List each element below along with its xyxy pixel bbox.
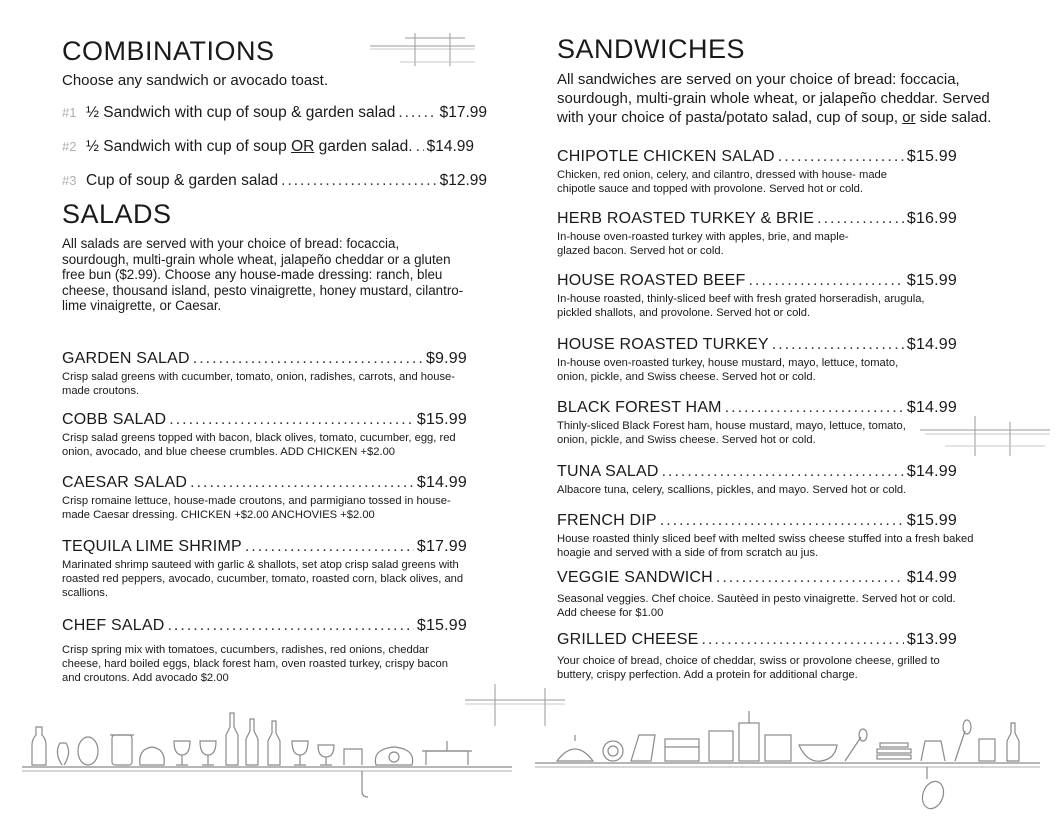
leader-dots (778, 148, 904, 166)
item-price: $14.99 (416, 474, 467, 491)
item-name: CHEF SALAD (62, 617, 165, 634)
item-name: TUNA SALAD (557, 463, 659, 480)
sandwiches-heading: SANDWICHES (557, 34, 746, 64)
item-name: VEGGIE SANDWICH (557, 569, 713, 586)
item-name: HOUSE ROASTED TURKEY (557, 336, 769, 353)
menu-item-tuna-salad (557, 463, 957, 497)
combo-number: #1 (62, 105, 77, 120)
leader-dots (281, 172, 436, 190)
shelf-sketch-icon (365, 28, 480, 68)
item-description: Crisp salad greens with cucumber, tomato, onion, radishes, carrots, and house-made croutons. (62, 371, 456, 397)
menu-item-black-forest-ham (557, 399, 957, 447)
item-price: $14.99 (906, 399, 957, 416)
item-price: $9.99 (425, 350, 467, 367)
item-price: $17.99 (416, 538, 467, 555)
menu-item-house-roasted-beef (557, 272, 957, 320)
menu-item-garden-salad (62, 350, 467, 398)
combo-number: #2 (62, 139, 77, 154)
salads-heading: SALADS (62, 199, 172, 229)
shelf-sketch-icon (915, 412, 1055, 462)
leader-dots (190, 474, 414, 492)
menu-item-grilled-cheese (557, 631, 957, 682)
item-price: $15.99 (906, 512, 957, 529)
combo-description: ½ Sandwich with cup of soup OR garden salad. (86, 138, 413, 155)
leader-dots (702, 631, 904, 649)
item-price: $15.99 (906, 148, 957, 165)
menu-item-cobb-salad (62, 411, 467, 459)
item-price: $15.99 (416, 411, 467, 428)
combinations-list (62, 104, 487, 206)
leader-dots (660, 512, 904, 530)
leader-dots (817, 210, 904, 228)
item-description: In-house oven-roasted turkey, house mustard, mayo, lettuce, tomato, onion, pickle, and Swiss cheese. Served hot or cold. (557, 357, 899, 383)
item-name: COBB SALAD (62, 411, 167, 428)
menu-item-house-roasted-turkey (557, 336, 957, 384)
menu-item-chef-salad (62, 617, 467, 685)
combinations-heading: COMBINATIONS (62, 36, 275, 66)
menu-item-tequila-lime-shrimp (62, 538, 467, 600)
item-price: $14.99 (906, 336, 957, 353)
kitchen-shelf-left-icon (22, 705, 512, 810)
item-name: FRENCH DIP (557, 512, 657, 529)
leader-dots (725, 399, 904, 417)
item-description: Your choice of bread, choice of cheddar, swiss or provolone cheese, grilled to buttery, crispy perfection. Add a protein for additional charge. (557, 655, 940, 681)
item-description: Crisp salad greens topped with bacon, black olives, tomato, cucumber, egg, red onion, avocado, and blue cheese crumbles. ADD CHICKEN +$2.00 (62, 432, 456, 458)
item-description: In-house roasted, thinly-sliced beef with fresh grated horseradish, arugula, pickled shallots, and provolone. Served hot or cold. (557, 293, 925, 319)
leader-dots (245, 538, 414, 556)
combo-description: Cup of soup & garden salad (86, 172, 279, 189)
item-description: Seasonal veggies. Chef choice. Sautèed in pesto vinaigrette. Served hot or cold. Add cheese for $1.00 (557, 593, 956, 619)
leader-dots (167, 617, 413, 635)
item-description: House roasted thinly sliced beef with melted swiss cheese stuffed into a fresh baked hoagie and served with a side of from scratch au jus. (557, 533, 974, 559)
item-description: Crisp romaine lettuce, house-made croutons, and parmigiano tossed in house-made Caesar dressing. CHICKEN +$2.00 ANCHOVIES +$2.00 (62, 495, 451, 521)
item-description: In-house oven-roasted turkey with apples, brie, and maple-glazed bacon. Served hot or cold. (557, 231, 849, 257)
combo-item (62, 138, 487, 172)
item-name: HOUSE ROASTED BEEF (557, 272, 746, 289)
salads-intro: All salads are served with your choice of bread: focaccia, sourdough, multi-grain whole wheat, jalapeño cheddar or a gluten free bun ($2.99). Choose any house-made dressing: ranch, bleu cheese, thousand island, pesto vinaigrette, honey mustard, cilantro-lime vinaigrette, or Caesar. (62, 236, 464, 313)
combo-price: $12.99 (439, 172, 487, 189)
item-price: $14.99 (906, 569, 957, 586)
menu-item-veggie-sandwich (557, 569, 957, 620)
item-name: GARDEN SALAD (62, 350, 190, 367)
leader-dots (398, 104, 436, 122)
leader-dots (716, 569, 904, 587)
menu-item-herb-roasted-turkey-brie (557, 210, 957, 258)
item-name: GRILLED CHEESE (557, 631, 699, 648)
menu-item-caesar-salad (62, 474, 467, 522)
leader-dots (772, 336, 904, 354)
item-price: $13.99 (906, 631, 957, 648)
item-price: $15.99 (416, 617, 467, 634)
sandwiches-intro: All sandwiches are served on your choice of bread: foccacia, sourdough, multi-grain whole wheat, or jalapeño cheddar. Served with your choice of pasta/potato salad, cup of soup, or side salad. (557, 71, 992, 126)
item-price: $16.99 (906, 210, 957, 227)
combinations-intro: Choose any sandwich or avocado toast. (62, 72, 328, 89)
menu-item-french-dip (557, 512, 974, 560)
leader-dots (416, 138, 424, 156)
leader-dots (749, 272, 904, 290)
item-price: $15.99 (906, 272, 957, 289)
item-name: HERB ROASTED TURKEY & BRIE (557, 210, 815, 227)
combo-price: $14.99 (426, 138, 474, 155)
item-description: Crisp spring mix with tomatoes, cucumbers, radishes, red onions, cheddar cheese, hard boiled eggs, black forest ham, oven roasted turkey, crispy bacon and croutons. Add avocado $2.00 (62, 644, 448, 684)
item-price: $14.99 (906, 463, 957, 480)
leader-dots (193, 350, 423, 368)
combo-number: #3 (62, 173, 77, 188)
item-description: Marinated shrimp sauteed with garlic & shallots, set atop crisp salad greens with roasted red peppers, avocado, cucumber, tomato, roasted corn, black olives, and scallions. (62, 559, 464, 599)
item-name: BLACK FOREST HAM (557, 399, 722, 416)
item-description: Albacore tuna, celery, scallions, pickles, and mayo. Served hot or cold. (557, 484, 907, 496)
combo-item (62, 104, 487, 138)
kitchen-shelf-right-icon (535, 705, 1040, 815)
item-name: TEQUILA LIME SHRIMP (62, 538, 242, 555)
item-name: CAESAR SALAD (62, 474, 188, 491)
combo-description: ½ Sandwich with cup of soup & garden salad (86, 104, 396, 121)
item-name: CHIPOTLE CHICKEN SALAD (557, 148, 775, 165)
item-description: Chicken, red onion, celery, and cilantro, dressed with house- made chipotle sauce and topped with provolone. Served hot or cold. (557, 169, 887, 195)
menu-item-chipotle-chicken-salad (557, 148, 957, 196)
leader-dots (662, 463, 904, 481)
item-description: Thinly-sliced Black Forest ham, house mustard, mayo, lettuce, tomato, onion, pickle, and Swiss cheese. Served hot or cold. (557, 420, 906, 446)
combo-price: $17.99 (439, 104, 487, 121)
leader-dots (169, 411, 414, 429)
